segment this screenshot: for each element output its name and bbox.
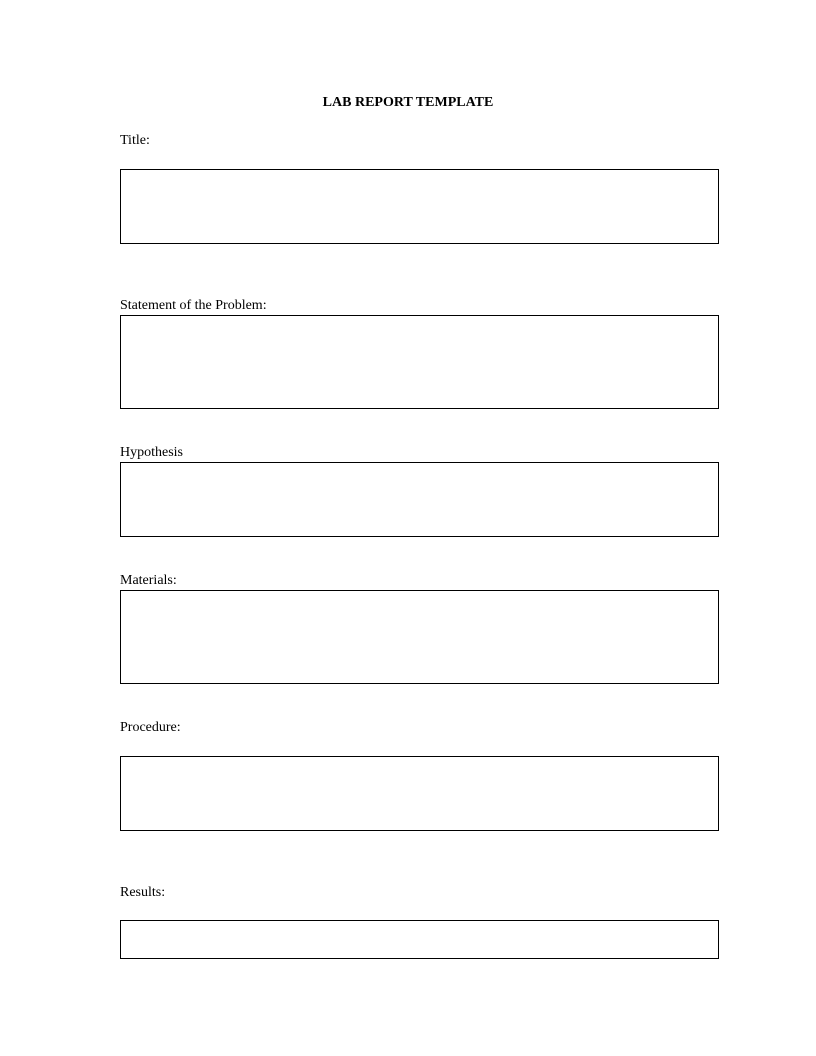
materials-label: Materials: [120, 573, 177, 588]
problem-statement-label: Statement of the Problem: [120, 298, 267, 313]
page-title: LAB REPORT TEMPLATE [322, 95, 494, 110]
materials-box[interactable] [120, 590, 719, 684]
hypothesis-box[interactable] [120, 462, 719, 537]
title-box[interactable] [120, 169, 719, 244]
procedure-label: Procedure: [120, 720, 181, 735]
results-label: Results: [120, 885, 166, 900]
procedure-box[interactable] [120, 756, 719, 831]
hypothesis-label: Hypothesis [120, 445, 183, 460]
results-box[interactable] [120, 920, 719, 959]
title-label: Title: [120, 133, 150, 148]
problem-statement-box[interactable] [120, 315, 719, 409]
